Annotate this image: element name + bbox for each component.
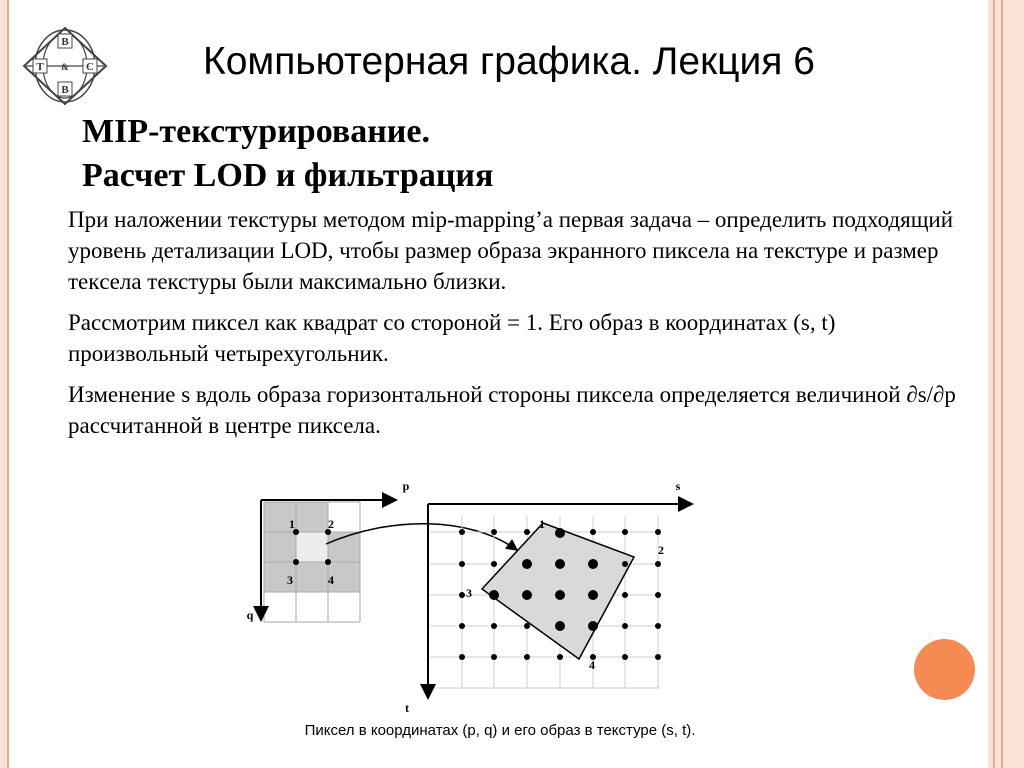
right-label-3: 3 <box>466 586 472 600</box>
left-label-1: 1 <box>289 517 295 531</box>
right-texture-grid <box>402 479 692 715</box>
left-pixel-grid <box>247 479 410 622</box>
paragraph-3: Изменение s вдоль образа горизонтальной стороны пиксела определяется величиной ∂s/∂p рассчитанной в центре пиксела. <box>68 382 956 438</box>
body-text <box>68 204 968 451</box>
left-label-3: 3 <box>287 573 293 587</box>
logo-letter-center: & <box>61 62 69 72</box>
slide-heading <box>82 110 493 198</box>
slide-heading-line-2: Расчет LOD и фильтрация <box>82 157 494 194</box>
page-title: Компьютерная графика. Лекция 6 <box>203 40 815 83</box>
axis-label-q: q <box>246 608 254 622</box>
logo-icon <box>22 26 108 106</box>
axis-label-s: s <box>675 479 681 493</box>
decorative-circle <box>914 639 975 700</box>
left-border-stripe <box>0 0 9 768</box>
slide-heading-line-1: MIP-текстурирование. <box>82 113 430 150</box>
paragraph-1: При наложении текстуры методом mip-mapping’а первая задача – определить подходящий уровень детализации LOD, чтобы размер образа экранного пиксела на текстуре и размер текcела текстуры были максимально близки. <box>68 207 954 294</box>
right-label-4: 4 <box>589 658 595 672</box>
axis-label-t: t <box>405 701 409 715</box>
logo-letter-right: C <box>86 61 94 73</box>
right-label-2: 2 <box>658 543 664 557</box>
diagram-caption: Пиксел в координатах (p, q) и его образ в текстуре (s, t). <box>304 722 696 739</box>
left-label-4: 4 <box>328 573 334 587</box>
axis-label-p: p <box>402 479 410 493</box>
logo-letter-top: B <box>61 36 69 48</box>
logo-letter-left: T <box>36 61 44 73</box>
pixel-mapping-diagram <box>240 476 700 722</box>
logo-letter-bottom: B <box>61 84 69 96</box>
right-label-1: 1 <box>539 517 545 531</box>
left-label-2: 2 <box>328 517 334 531</box>
right-border-stripes <box>988 0 1024 768</box>
paragraph-2: Рассмотрим пиксел как квадрат со стороной = 1. Его образ в координатах (s, t) произвольный четырехугольник. <box>68 310 836 366</box>
